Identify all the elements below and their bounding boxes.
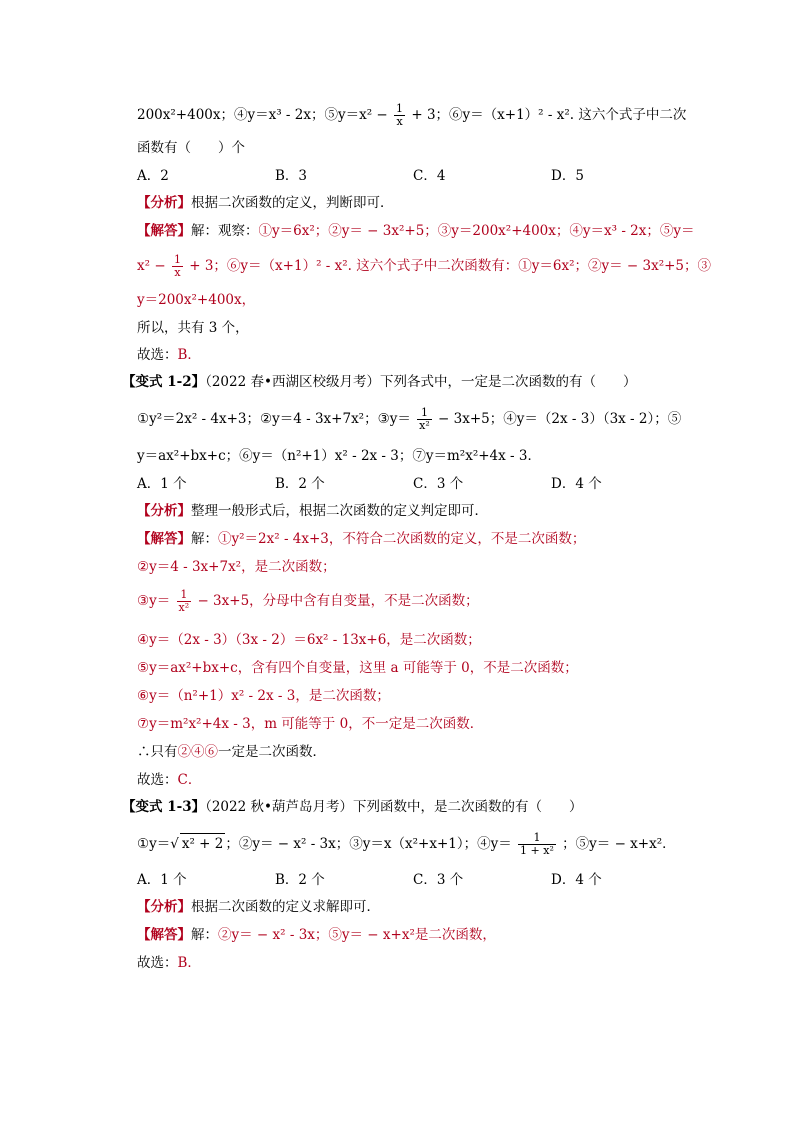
frac-num: 1 [177,589,192,602]
solution-text: x² − [137,258,166,274]
fraction [177,589,192,614]
option-d: D．5 [551,168,584,184]
solution-text: + 3；⑥y＝（x+1）² - x². 这六个式子中二次函数有： [189,258,519,274]
q1-solution-4: ④y＝（2x - 3）（3x - 2）＝6x² - 13x+6，是二次函数； [137,632,481,648]
analysis-text: 根据二次函数的定义，判断即可． [191,195,394,211]
solution-text: ①y＝6x²；②y＝ − 3x²+5；③ [518,258,712,274]
solution-text: ③y＝ [137,593,171,609]
analysis-text: 根据二次函数的定义求解即可． [191,899,380,915]
option-c: C．3 个 [413,476,464,492]
sqrt-radicand: x² + 2 [180,833,226,854]
option-d: D．4 个 [551,872,602,888]
option-c: C．4 [413,168,446,184]
q0-text: + 3；⑥y＝（x+1）² - x². 这六个式子中二次 [411,107,687,123]
fraction [518,832,556,857]
solution-tag: 【解答】 [137,531,191,547]
frac-num: 1 [173,253,181,266]
question-title: （2022 秋•葫芦岛月考）下列函数中，是二次函数的有（ ） [205,799,583,815]
q1-text: ①y²＝2x² - 4x+3；②y＝4 - 3x+7x²；③y＝ [137,411,411,427]
selection-answer: C． [177,772,202,788]
option-a: A．2 [137,168,169,184]
solution-tag: 【解答】 [137,223,191,239]
analysis-tag: 【分析】 [137,503,191,519]
solution-prefix: 解： [191,927,218,943]
option-a: A．1 个 [137,872,187,888]
q1-selection [137,770,754,790]
solution-text: ②y＝ − x² - 3x；⑤y＝ − x+x²是二次函数， [218,927,496,943]
selection-answer: B． [177,955,201,971]
selection-label: 故选： [137,955,178,971]
q2-analysis [137,897,754,917]
frac-den: x² [178,601,190,614]
selection-answer: B． [177,347,201,363]
q0-solution-2 [137,254,754,279]
solution-text: ①y＝6x²；②y＝ − 3x²+5；③y＝200x²+400x；④y＝x³ - 2x；⑤y＝ [258,223,695,239]
analysis-tag: 【分析】 [137,195,191,211]
q0-text: 200x²+400x；④y＝x³ - 2x；⑤y＝x² − [137,107,388,123]
q0-line-1 [137,103,754,128]
frac-den: x [174,266,181,279]
q1-line-2: y＝ax²+bx+c；⑥y＝（n²+1）x² - 2x - 3；⑦y＝m²x²+4x - 3． [137,448,541,464]
q2-solution [137,925,754,945]
q1-solution-3 [137,589,754,614]
variant-tag: 【变式 1-3】 [122,799,206,815]
option-b: B．3 [275,168,308,184]
frac-den: x [396,115,403,128]
solution-prefix: 解： [191,531,218,547]
q0-solution-1 [137,221,754,241]
selection-label: 故选： [137,772,178,788]
q2-title [122,797,754,817]
q1-options [137,474,754,494]
q0-solution-3: y＝200x²+400x， [137,292,256,308]
q1-title [122,372,754,392]
q2-text: ①y＝ [137,836,171,852]
solution-text: ①y²＝2x² - 4x+3，不符合二次函数的定义，不是二次函数； [218,531,586,547]
question-title: （2022 春•西湖区校级月考）下列各式中，一定是二次函数的有（ ） [205,374,637,390]
q1-solution-5: ⑤y＝ax²+bx+c，含有四个自变量，这里 a 可能等于 0，不是二次函数； [137,660,578,676]
sqrt-icon: √ [170,836,179,852]
q0-solution-4: 所以，共有 3 个， [137,320,249,336]
q1-solution-1 [137,529,754,549]
option-a: A．1 个 [137,476,187,492]
q2-options [137,870,754,890]
q1-solution-6: ⑥y＝（n²+1）x² - 2x - 3，是二次函数； [137,688,390,704]
option-c: C．3 个 [413,872,464,888]
option-b: B．2 个 [275,476,325,492]
fraction [394,103,405,128]
q1-conclusion [137,742,754,762]
frac-den: 1 + x² [520,844,554,857]
conclusion-items: ②④⑥ [177,744,218,760]
selection-label: 故选： [137,347,178,363]
q0-options [137,166,754,186]
frac-num: 1 [417,407,432,420]
q2-text: ；⑤y＝ − x+x²． [562,836,676,852]
q2-selection [137,953,754,973]
option-b: B．2 个 [275,872,325,888]
analysis-text: 整理一般形式后，根据二次函数的定义判定即可． [191,503,488,519]
frac-den: x² [419,419,430,432]
fraction [417,407,432,432]
analysis-tag: 【分析】 [137,899,191,915]
q2-text: ；②y＝ − x² - 3x；③y＝x（x²+x+1）；④y＝ [225,836,512,852]
solution-tag: 【解答】 [137,927,191,943]
conclusion-text: 一定是二次函数． [218,744,326,760]
q1-solution-2: ②y＝4 - 3x+7x²，是二次函数； [137,559,336,575]
option-d: D．4 个 [551,476,602,492]
q1-analysis [137,501,754,521]
solution-prefix: 解：观察： [191,223,259,239]
frac-num: 1 [518,832,556,845]
q1-text: − 3x+5；④y＝（2x - 3）（3x - 2）；⑤ [438,411,682,427]
q1-line-1 [137,407,754,432]
conclusion-text: ∴只有 [137,744,178,760]
q1-solution-7: ⑦y＝m²x²+4x - 3，m 可能等于 0，不一定是二次函数． [137,716,484,732]
fraction [172,254,183,279]
solution-text: − 3x+5，分母中含有自变量，不是二次函数； [197,593,479,609]
frac-num: 1 [396,102,404,115]
q0-selection [137,345,754,365]
q0-line-2: 函数有（ ）个 [137,140,245,156]
q0-analysis [137,193,754,213]
q2-line-1 [137,832,754,857]
variant-tag: 【变式 1-2】 [122,374,206,390]
